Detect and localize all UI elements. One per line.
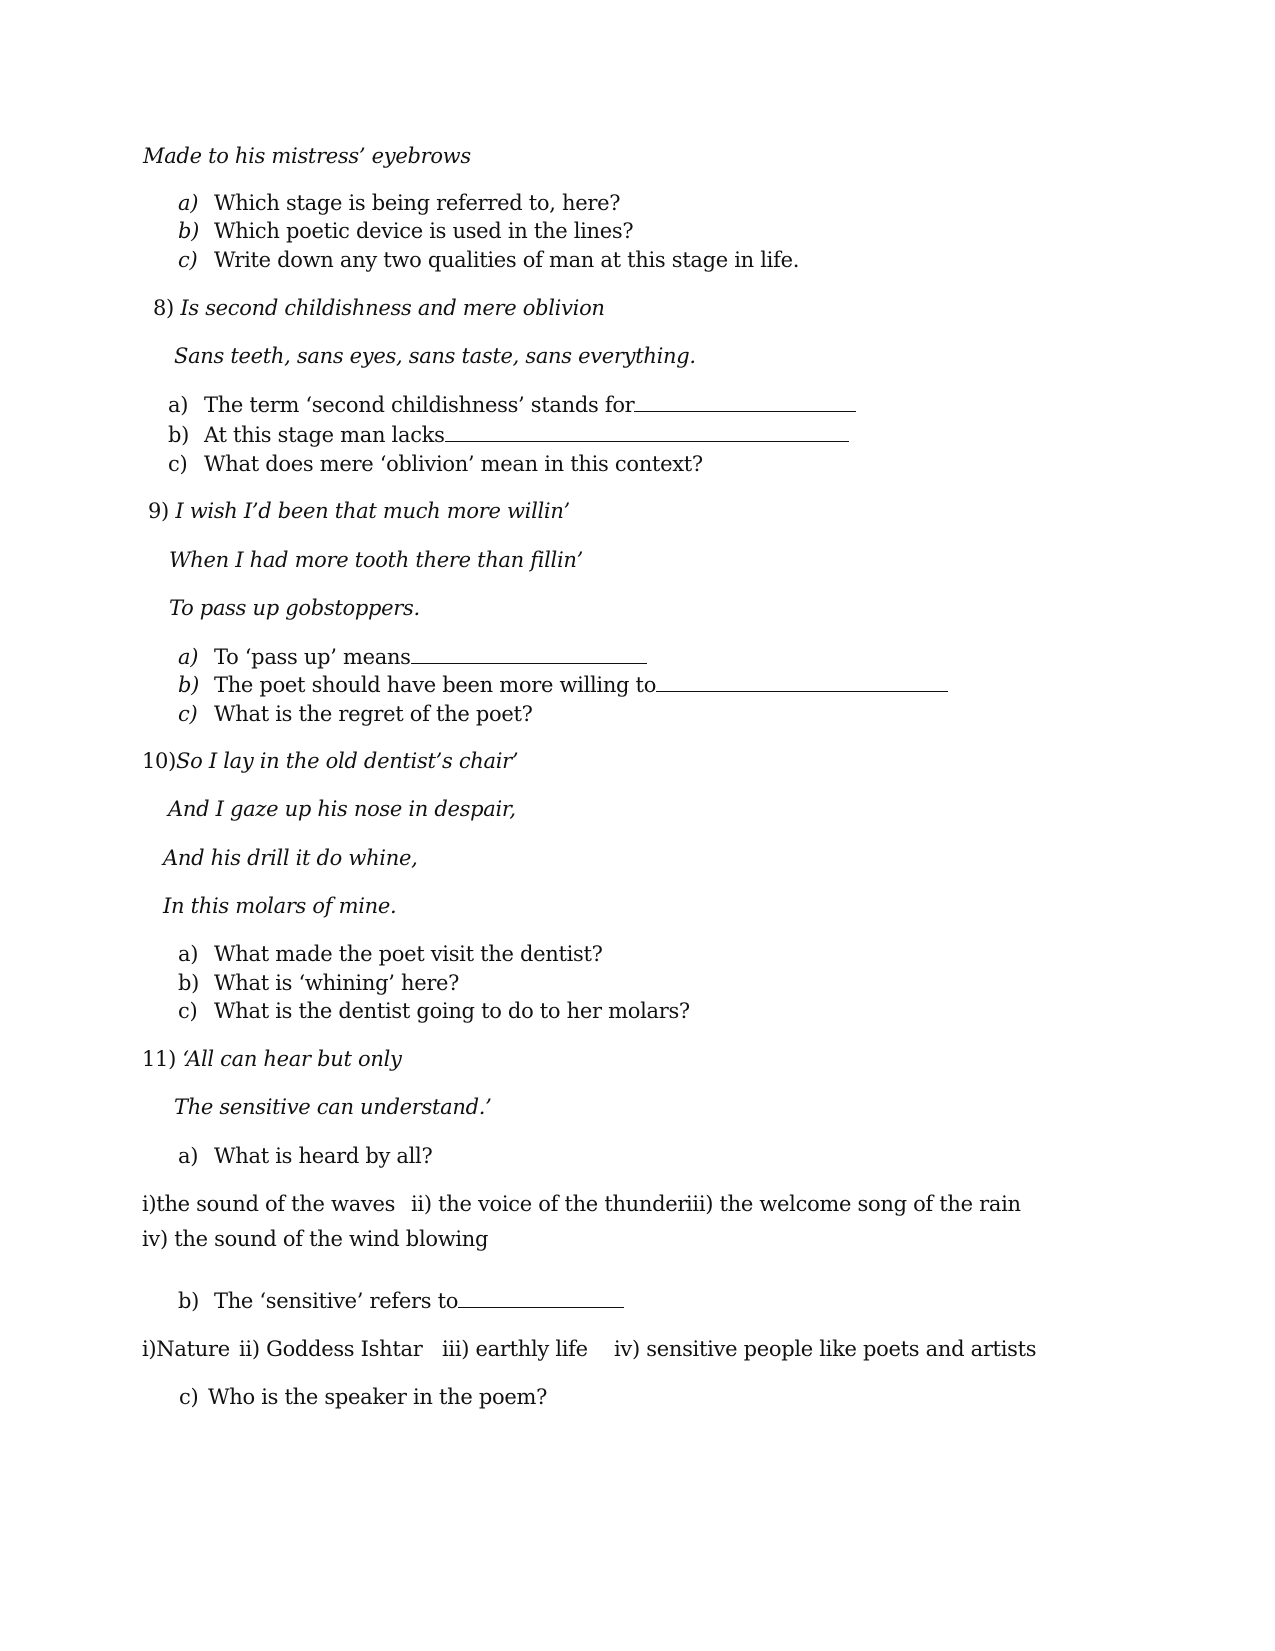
q11-item-c-text: Who is the speaker in the poem?	[208, 1385, 548, 1409]
q11-verse-line-2: The sensitive can understand.’	[174, 1095, 492, 1119]
q11-item-a-marker: a)	[178, 1144, 199, 1168]
q8-item-b	[168, 422, 849, 448]
q11-b-option-1: i)Nature	[142, 1337, 230, 1361]
q10-item-b-text: What is ‘whining’ here?	[214, 971, 460, 995]
q8-item-b-marker: b)	[168, 423, 190, 447]
q11-item-b-text: The ‘sensitive’ refers to	[214, 1289, 459, 1313]
q7-item-b	[178, 218, 633, 244]
q10-verse-line-3: And his drill it do whine,	[163, 846, 418, 870]
q9-item-a-text: To ‘pass up’ means	[214, 645, 411, 669]
q7-item-a-text: Which stage is being referred to, here?	[214, 191, 621, 215]
q11-a-option-4: iv) the sound of the wind blowing	[142, 1227, 489, 1251]
q9-verse-line-2: When I had more tooth there than fillin’	[169, 548, 583, 572]
q11-a-option-1: i)the sound of the waves	[142, 1192, 396, 1216]
q9-item-a-blank	[411, 645, 647, 664]
q9-item-b-blank	[656, 673, 948, 692]
q9-verse-line-3: To pass up gobstoppers.	[169, 596, 420, 620]
q8-item-a-text: The term ‘second childishness’ stands for	[204, 393, 635, 417]
q11-item-c-marker: c)	[179, 1385, 199, 1409]
q9-item-b-text: The poet should have been more willing to	[214, 673, 657, 697]
q11-item-a-text: What is heard by all?	[214, 1144, 433, 1168]
q9-item-a-marker: a)	[178, 645, 199, 669]
q11-item-b	[178, 1288, 624, 1314]
q8-item-b-blank	[445, 423, 849, 442]
q7-item-c-marker: c)	[178, 248, 198, 272]
q7-item-a-marker: a)	[178, 191, 199, 215]
q10-verse-line-4: In this molars of mine.	[163, 894, 397, 918]
q11-b-option-3: iii) earthly life	[442, 1337, 588, 1361]
q9-item-b-marker: b)	[178, 673, 200, 697]
q8-item-a-marker: a)	[168, 393, 189, 417]
q11-b-option-4: iv) sensitive people like poets and artists	[614, 1337, 1037, 1361]
q10-item-b	[178, 970, 459, 996]
q11-verse-line-1	[142, 1046, 402, 1072]
q9-item-c-text: What is the regret of the poet?	[214, 702, 533, 726]
q10-item-c	[178, 998, 690, 1024]
q7-item-a	[178, 190, 620, 216]
q9-verse-line-1	[148, 498, 570, 524]
q10-number: 10)	[142, 749, 177, 773]
q8-number: 8)	[153, 296, 174, 320]
q10-verse-line-2: And I gaze up his nose in despair,	[168, 797, 516, 821]
q7-verse-line: Made to his mistress’ eyebrows	[143, 144, 471, 168]
q11-b-option-2: ii) Goddess Ishtar	[239, 1337, 423, 1361]
q7-item-b-text: Which poetic device is used in the lines?	[214, 219, 634, 243]
q9-item-a	[178, 644, 647, 670]
q8-item-b-text: At this stage man lacks	[204, 423, 445, 447]
q7-item-c-text: Write down any two qualities of man at this stage in life.	[214, 248, 800, 272]
q8-verse-line-1	[153, 295, 605, 321]
q8-item-c	[168, 451, 703, 477]
q11-a-option-3: iii) the welcome song of the rain	[686, 1192, 1021, 1216]
q9-item-c-marker: c)	[178, 702, 198, 726]
q10-verse-line-1	[142, 748, 518, 774]
q11-verse-text-1: ‘All can hear but only	[182, 1047, 402, 1071]
q9-item-c	[178, 701, 533, 727]
q8-item-c-text: What does mere ‘oblivion’ mean in this context?	[204, 452, 703, 476]
q8-verse-line-2: Sans teeth, sans eyes, sans taste, sans everything.	[174, 344, 696, 368]
q11-number: 11)	[142, 1047, 177, 1071]
q9-item-b	[178, 672, 948, 698]
q11-item-c	[179, 1384, 547, 1410]
q11-a-option-2: ii) the voice of the thunder	[411, 1192, 688, 1216]
q11-item-b-blank	[458, 1289, 624, 1308]
q10-item-a-marker: a)	[178, 942, 199, 966]
q10-item-c-marker: c)	[178, 999, 198, 1023]
q7-item-c	[178, 247, 799, 273]
q10-item-b-marker: b)	[178, 971, 200, 995]
q8-verse-text-1: Is second childishness and mere oblivion	[180, 296, 605, 320]
q9-verse-text-1: I wish I’d been that much more willin’	[175, 499, 570, 523]
q7-item-b-marker: b)	[178, 219, 200, 243]
q8-item-c-marker: c)	[168, 452, 188, 476]
q9-number: 9)	[148, 499, 169, 523]
q11-item-a	[178, 1143, 432, 1169]
q10-item-c-text: What is the dentist going to do to her molars?	[214, 999, 690, 1023]
q8-item-a-blank	[634, 393, 856, 412]
q10-verse-text-1: So I lay in the old dentist’s chair’	[176, 749, 519, 773]
q8-item-a	[168, 392, 856, 418]
q10-item-a	[178, 941, 603, 967]
q10-item-a-text: What made the poet visit the dentist?	[214, 942, 603, 966]
q11-item-b-marker: b)	[178, 1289, 200, 1313]
